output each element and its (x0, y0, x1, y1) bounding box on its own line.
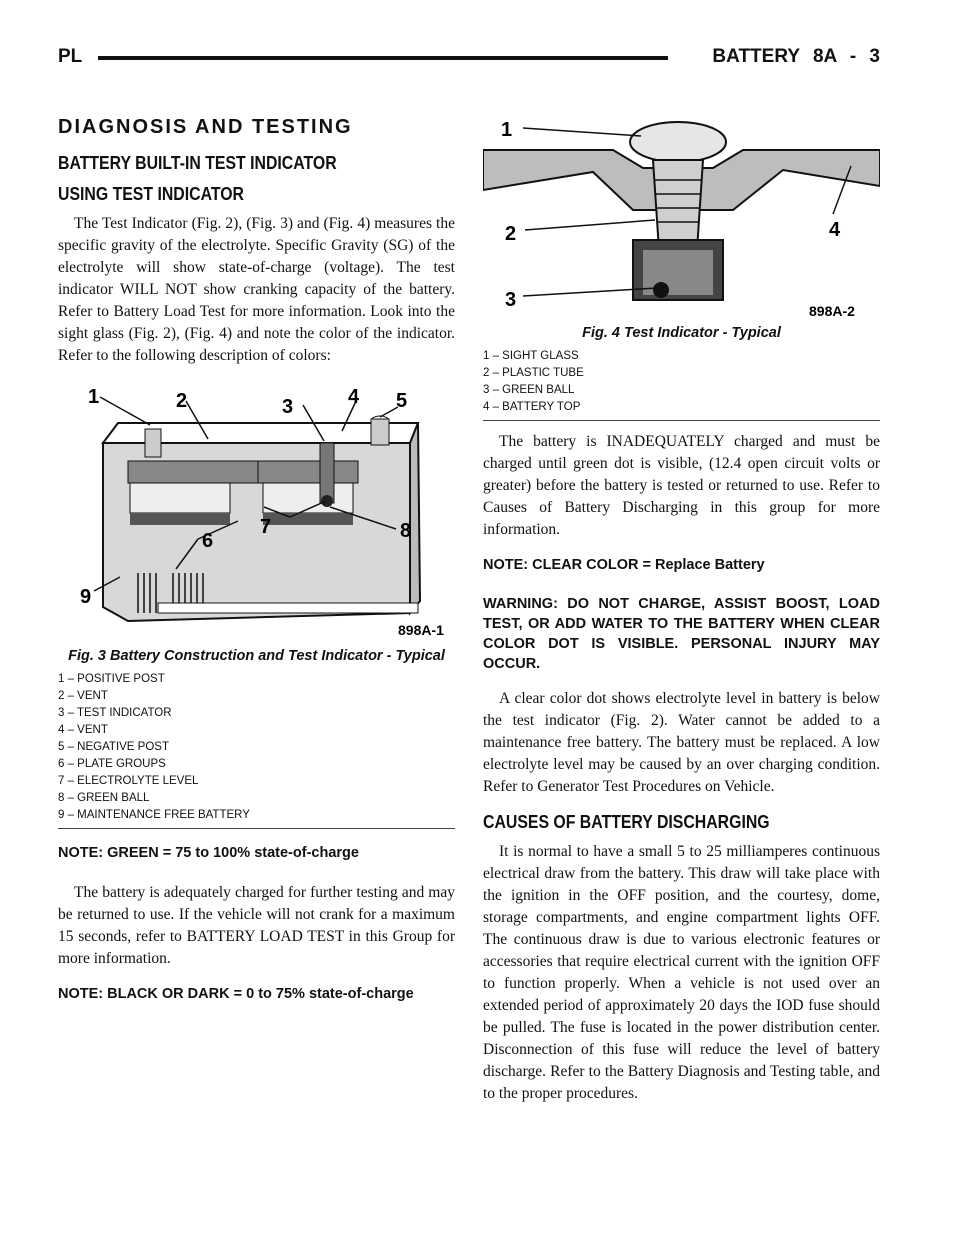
right-column (483, 108, 880, 1119)
warning-clear-dot: WARNING: DO NOT CHARGE, ASSIST BOOST, LOAD TEST, OR ADD WATER TO THE BATTERY WHEN CLEAR COLOR DOT IS VISIBLE. PERSONAL INJURY MAY OCCUR. (483, 596, 880, 672)
fig4-callout-4: 4 (829, 219, 841, 241)
fig3-callout-7: 7 (260, 516, 272, 538)
fig4-title: Fig. 4 Test Indicator - Typical (582, 325, 781, 341)
fig3-callout-4: 4 (348, 386, 360, 408)
paragraph-test-indicator: The Test Indicator (Fig. 2), (Fig. 3) and (Fig. 4) measures the specific gravity of the electrolyte. Specific Gravity (SG) of the electrolyte will show state-of-charge (voltage). The test indicator WILL NOT show cranking capacity of the battery. Refer to Battery Load Test for more information. Look into the sight glass (Fig. 2), (Fig. 4) and note the color of the indicator. Refer to the following description of colors: (58, 215, 455, 364)
fig3-legend-item: 5 – NEGATIVE POST (58, 741, 169, 753)
fig4-code: 898A-2 (809, 303, 855, 319)
fig3-callout-8: 8 (400, 520, 412, 542)
fig3-callout-3: 3 (282, 396, 294, 418)
fig4-legend-item: 3 – GREEN BALL (483, 384, 575, 396)
fig3-legend-item: 7 – ELECTROLYTE LEVEL (58, 775, 199, 787)
paragraph-causes-discharging: It is normal to have a small 5 to 25 milliamperes continuous electrical draw from the battery. This draw will take place with the ignition in the OFF position, and the courtesy, dome, storage compartments, and engine compartment lights OFF. The continuous draw is due to various electronic features or accessories that require electrical current with the ignition OFF to function properly. When a vehicle is not used over an extended period of approximately 20 days the IOD fuse should be pulled. The fuse is located in the power distribution center. Disconnection of this fuse will reduce the level of battery discharge. Refer to the Battery Diagnosis and Testing table, and to the proper procedures. (483, 843, 880, 1102)
paragraph-clear-dot: A clear color dot shows electrolyte level in battery is below the test indicator (Fig. 2). Water cannot be added to a maintenance free battery. The battery must be replaced. A low electrolyte level may be caused by an over charging condition. Refer to Generator Test Procedures on Vehicle. (483, 690, 880, 795)
fig3-callout-5: 5 (396, 390, 408, 412)
fig3-legend-item: 8 – GREEN BALL (58, 792, 150, 804)
fig3-callout-9: 9 (80, 586, 92, 608)
note-green: NOTE: GREEN = 75 to 100% state-of-charge (58, 845, 359, 861)
paragraph-inadequately-charged: The battery is INADEQUATELY charged and must be charged until green dot is visible, (12.4 open circuit volts or greater) before the battery is tested or returned to use. Refer to Causes of Battery Discharging in this group for more information. (483, 433, 880, 538)
fig3-legend-item: 3 – TEST INDICATOR (58, 707, 172, 719)
subheading-built-in-indicator: BATTERY BUILT-IN TEST INDICATOR (58, 153, 337, 173)
note-black-dark: NOTE: BLACK OR DARK = 0 to 75% state-of-charge (58, 986, 414, 1002)
page-header (58, 46, 880, 70)
battery-construction-illustration (58, 381, 455, 643)
fig3-legend-item: 1 – POSITIVE POST (58, 673, 165, 685)
fig3-callout-2: 2 (176, 390, 188, 412)
header-rule (98, 56, 668, 60)
fig4-legend-item: 1 – SIGHT GLASS (483, 350, 579, 362)
figure-4 (483, 110, 880, 421)
header-section-page: BATTERY 8A - 3 (712, 46, 880, 67)
left-column (58, 108, 455, 1023)
fig3-legend-item: 4 – VENT (58, 724, 108, 736)
fig4-legend-item: 2 – PLASTIC TUBE (483, 367, 584, 379)
fig4-callout-1: 1 (501, 119, 513, 141)
section-heading: DIAGNOSIS AND TESTING (58, 116, 353, 138)
fig3-legend-item: 6 – PLATE GROUPS (58, 758, 166, 770)
fig3-title: Fig. 3 Battery Construction and Test Indicator - Typical (68, 648, 445, 664)
fig4-legend-item: 4 – BATTERY TOP (483, 401, 581, 413)
fig4-legend (483, 348, 880, 421)
fig3-legend-item: 2 – VENT (58, 690, 108, 702)
subheading-using-indicator: USING TEST INDICATOR (58, 184, 244, 204)
fig4-callout-3: 3 (505, 289, 517, 311)
header-model-code: PL (58, 46, 83, 67)
fig3-legend-item: 9 – MAINTENANCE FREE BATTERY (58, 809, 250, 821)
fig3-code: 898A-1 (398, 622, 444, 638)
figure-3 (58, 381, 455, 829)
fig3-callout-1: 1 (88, 386, 100, 408)
fig3-callout-6: 6 (202, 530, 214, 552)
fig3-legend (58, 671, 455, 829)
test-indicator-illustration (483, 110, 880, 320)
paragraph-adequately-charged: The battery is adequately charged for further testing and may be returned to use. If the vehicle will not crank for a maximum 15 seconds, refer to BATTERY LOAD TEST in this Group for more information. (58, 884, 455, 967)
fig4-callout-2: 2 (505, 223, 517, 245)
subheading-causes-discharging: CAUSES OF BATTERY DISCHARGING (483, 812, 770, 832)
note-clear-color: NOTE: CLEAR COLOR = Replace Battery (483, 557, 765, 573)
